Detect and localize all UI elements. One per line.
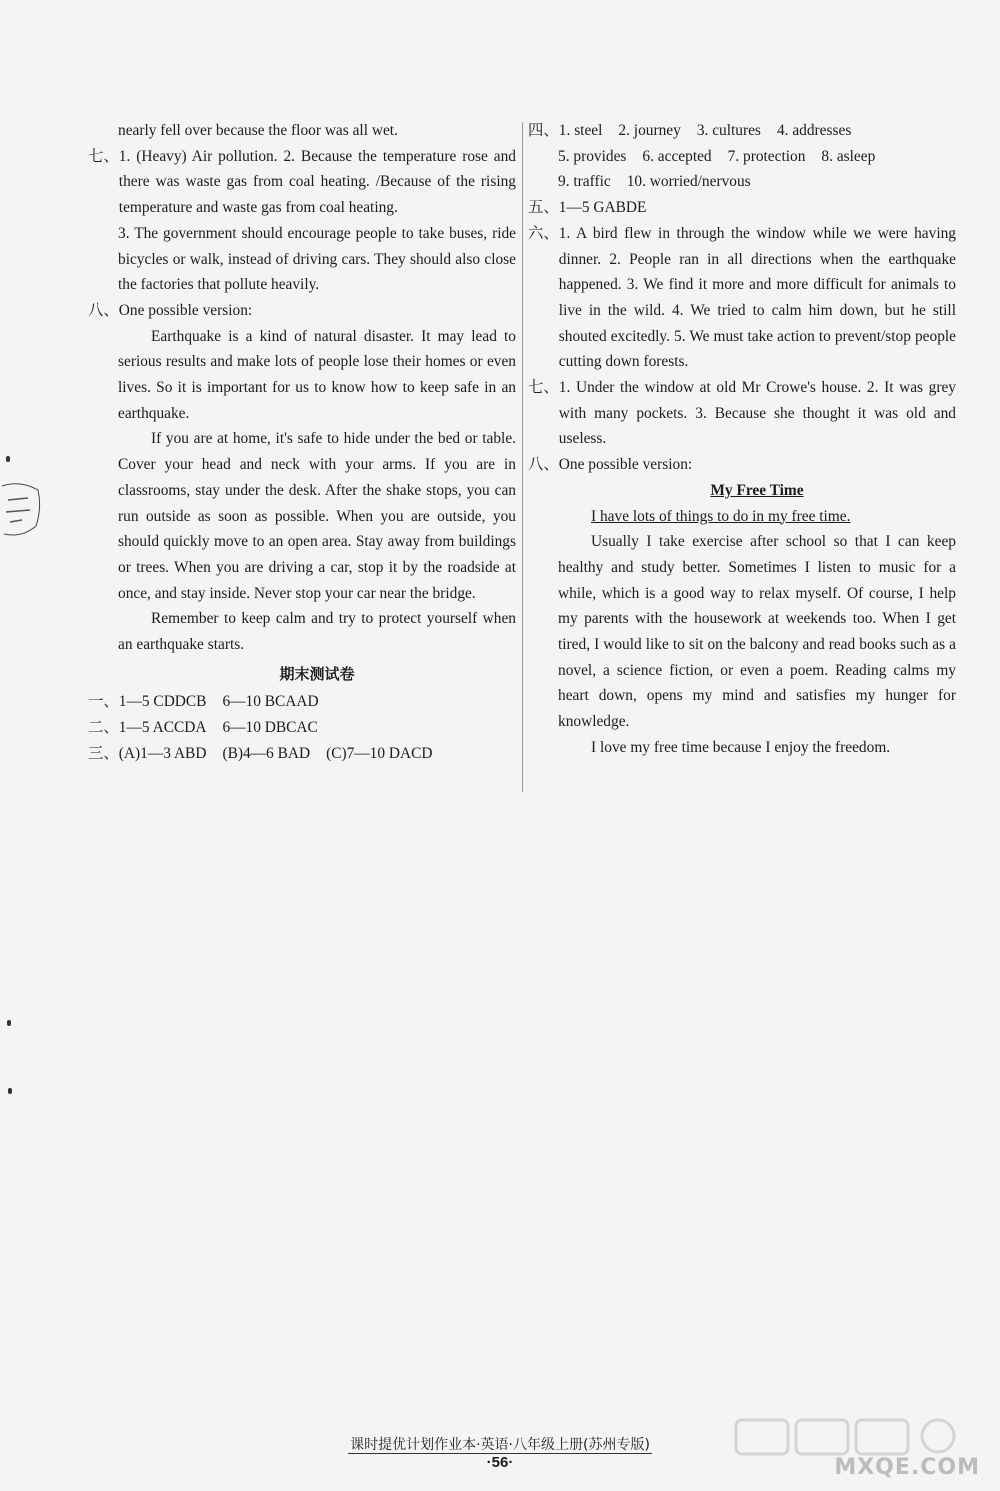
answer-word: 2. journey	[618, 122, 681, 139]
section-text: 1. (Heavy) Air pollution. 2. Because the temperature rose and there was waste gas from coal heating. /Because of the rising temperature and waste gas from coal heating.	[118, 147, 516, 217]
right-column	[528, 118, 956, 761]
section-label: 七、	[88, 147, 119, 165]
answer-word: 9. traffic	[558, 173, 611, 191]
answer-row-san	[88, 741, 516, 767]
left-column	[88, 118, 516, 767]
binding-dot	[8, 1088, 12, 1094]
section-label: 一、	[88, 693, 119, 711]
answer-row-er	[88, 715, 516, 741]
essay-paragraph-3: Remember to keep calm and try to protect yourself when an earthquake starts.	[118, 610, 516, 654]
section-qi-right	[528, 375, 956, 452]
section-label: 五、	[528, 199, 559, 217]
section-si-row2	[528, 144, 956, 170]
essay-paragraph-2: If you are at home, it's safe to hide under the bed or table. Cover your head and neck with your arms. If you are in classrooms, stay under the desk. After the shake stops, you can run outside as soon as possible. When you are outside, you should quickly move to an open area. Stay away from buildings or trees. When you are driving a car, stop it by the roadside at once, and stay inside. Never stop your car near the bridge.	[118, 430, 516, 602]
answer-word: 4. addresses	[776, 122, 852, 139]
answer-group: 1—5 ACCDA	[118, 719, 207, 737]
carryover-line: nearly fell over because the floor was all wet.	[118, 122, 398, 139]
answer-word: 8. asleep	[821, 147, 876, 165]
answer-group: 1—5 CDDCB	[118, 693, 207, 711]
answer-group: (B)4—6 BAD	[222, 744, 311, 762]
section-wu	[528, 195, 956, 221]
answer-group: (A)1—3 ABD	[118, 744, 207, 762]
essay-title: My Free Time	[710, 481, 804, 499]
answer-word: 5. provides	[558, 147, 627, 165]
section-label: 二、	[88, 719, 119, 737]
section-text: 1. A bird flew in through the window while we were having dinner. 2. People ran in all directions when the earthquake happened. 3. We find it more and more difficult for animals to live in the wild. 4. We tried to calm him down, but he still shouted excitedly. 5. We must take action to prevent/stop people cutting down forests.	[558, 224, 956, 371]
section-text: One possible version:	[558, 456, 693, 474]
section-label: 八、	[528, 456, 559, 474]
section-liu	[528, 221, 956, 375]
essay-paragraph-1: Usually I take exercise after school so that I can keep healthy and study better. Sometimes I listen to music for a while, which is a good way to relax myself. Of course, I help my parents with the housework at weekends too. When I get tired, I would like to sit on the balcony and read books such as a novel, a science fiction, or even a poem. Reading calms my heart down, opens my mind and satisfies my hunger for knowledge.	[558, 533, 956, 731]
section-text: One possible version:	[118, 301, 253, 319]
section-text: 1. Under the window at old Mr Crowe's house. 2. It was grey with many pockets. 3. Because she thought it was old and useless.	[558, 379, 956, 448]
answer-word: 3. cultures	[696, 122, 761, 139]
stamp-icon	[0, 478, 42, 544]
section-ba-right	[528, 452, 956, 478]
section-label: 三、	[88, 744, 119, 762]
section-label: 八、	[88, 301, 119, 319]
answer-group: (C)7—10 DACD	[326, 744, 433, 762]
footer-book-title: 课时提优计划作业本·英语·八年级上册(苏州专版)	[350, 1437, 650, 1453]
section-label: 七、	[528, 379, 559, 397]
section-si-row3	[528, 169, 956, 195]
section-text-cont: 3. The government should encourage people to take buses, ride bicycles or walk, instead of driving cars. They should also close the factories that pollute heavily.	[118, 224, 516, 294]
essay-topic-sentence: I have lots of things to do in my free time.	[591, 507, 851, 525]
watermark-text: MXQE.COM	[834, 1455, 980, 1480]
exam-title: 期末测试卷	[279, 664, 355, 683]
answer-word: 6. accepted	[642, 147, 712, 165]
section-label: 四、	[528, 122, 559, 139]
answer-word: 1. steel	[558, 122, 603, 139]
answer-group: 6—10 BCAAD	[222, 693, 319, 711]
page-number: ·56·	[486, 1454, 514, 1471]
answer-word: 7. protection	[727, 147, 806, 165]
answer-word: 10. worried/nervous	[626, 173, 751, 191]
section-text: 1—5 GABDE	[558, 199, 647, 217]
section-ba-left	[88, 298, 516, 324]
section-label: 六、	[528, 224, 559, 242]
answer-row-yi	[88, 689, 516, 715]
answer-group: 6—10 DBCAC	[222, 719, 318, 737]
section-qi-left	[88, 144, 516, 221]
essay-paragraph-2: I love my free time because I enjoy the freedom.	[591, 738, 891, 756]
binding-dot	[6, 456, 10, 462]
binding-dot	[7, 1020, 11, 1026]
column-divider	[522, 122, 523, 792]
section-si	[528, 118, 956, 144]
essay-paragraph-1: Earthquake is a kind of natural disaster. It may lead to serious results and make lots of people lose their homes or even lives. So it is important for us to know how to keep safe in an earthquake.	[118, 327, 516, 422]
